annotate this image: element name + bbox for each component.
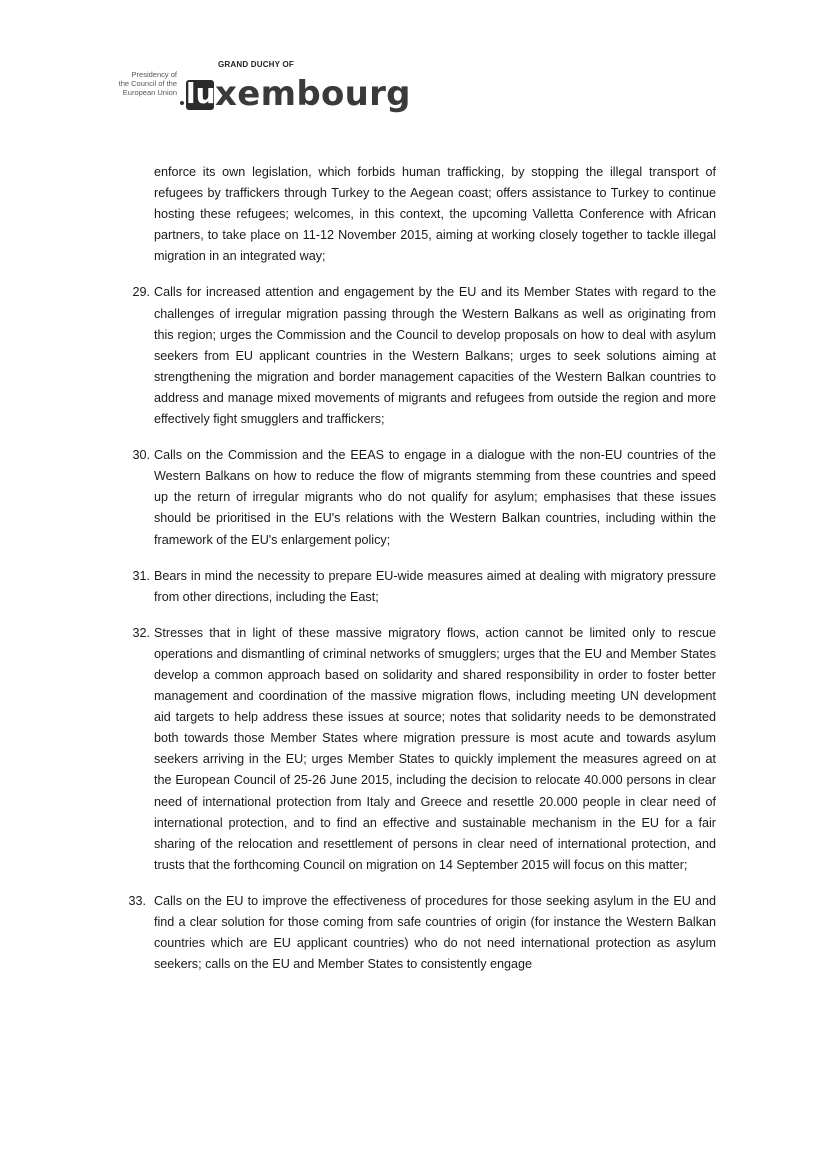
presidency-line: European Union (122, 88, 177, 97)
item-text: Stresses that in light of these massive migratory flows, action cannot be limited only to rescue operations and dismantling of criminal networks of smugglers; urges that the EU and Member States develop a common approach based on solidarity and shared responsibility in order to foster better management and coordination of the massive migration flows, including meeting UN development aid targets to help address these issues at source; notes that solidarity needs to be demonstrated both towards those Member States where migration pressure is most acute and towards asylum seekers arriving in the EU; urges Member States to quickly implement the measures agreed on at the European Council of 25-26 June 2015, including the decision to relocate 40.000 persons in clear need of international protection from Italy and Greece and resettle 20.000 people in clear need of international protection, and to find an effective and sustainable mechanism in the EU for a fair sharing of the relocation and resettlement of persons in clear need of international protection, and trusts that the forthcoming Council on migration on 14 September 2015 will focus on this matter; (154, 625, 716, 872)
presidency-line: Presidency of (131, 70, 177, 79)
item-number: 33. (128, 893, 146, 908)
continuation-paragraph: enforce its own legislation, which forbids human trafficking, by stopping the illegal transport of refugees by traffickers through Turkey to the Aegean coast; offers assistance to Turkey to continue hosting these refugees; welcomes, in this context, the upcoming Valletta Conference with African partners, to take place on 11-12 November 2015, aiming at working closely together to tackle illegal migration in an integrated way; (154, 165, 716, 264)
item-text: Calls on the EU to improve the effectiveness of procedures for those seeking asylum in the EU and find a clear solution for those coming from safe countries of origin (for instance the Western Balkan countries which are EU applicant countries) who do not need international protection as asylum seekers; calls on the EU and Member States to consistently engage (154, 893, 716, 972)
document-body (114, 162, 716, 975)
item-number: 29. (132, 285, 150, 300)
presidency-line: the Council of the (118, 79, 177, 88)
item-number: 31. (132, 568, 150, 583)
logo-dot (180, 101, 184, 105)
item-text: Bears in mind the necessity to prepare EU-wide measures aimed at dealing with migratory pressure from other directions, including the East; (154, 568, 716, 604)
item-number: 30. (132, 448, 150, 463)
grand-duchy-label: GRAND DUCHY OF (218, 60, 294, 69)
logo-wordmark: xembourg (215, 74, 411, 114)
resolution-item-29 (114, 282, 716, 430)
logo-lu-box: lu (186, 77, 216, 110)
resolution-item-32 (114, 623, 716, 876)
luxembourg-presidency-logo (92, 56, 411, 116)
resolution-item-33 (114, 891, 716, 975)
resolution-item-31 (114, 566, 716, 608)
resolution-item-30 (114, 445, 716, 550)
presidency-caption (92, 70, 177, 97)
item-number: 32. (132, 625, 150, 640)
item-text: Calls on the Commission and the EEAS to engage in a dialogue with the non-EU countries of the Western Balkans on how to reduce the flow of migrants stemming from these countries and speed up the return of irregular migrants who do not qualify for asylum; emphasises that these issues should be prioritised in the EU's relations with the Western Balkan countries, including within the framework of the EU's enlargement policy; (154, 448, 716, 547)
item-text: Calls for increased attention and engagement by the EU and its Member States with regard to the challenges of irregular migration passing through the Western Balkans as well as originating from this region; urges the Commission and the Council to develop proposals on how to deal with asylum seekers from EU applicant countries in the Western Balkans; urges to seek solutions aiming at strengthening the migration and border management capacities of the Western Balkan countries to address and manage mixed movements of migrants and refugees from outside the region and more effectively fight smugglers and traffickers; (154, 285, 716, 427)
